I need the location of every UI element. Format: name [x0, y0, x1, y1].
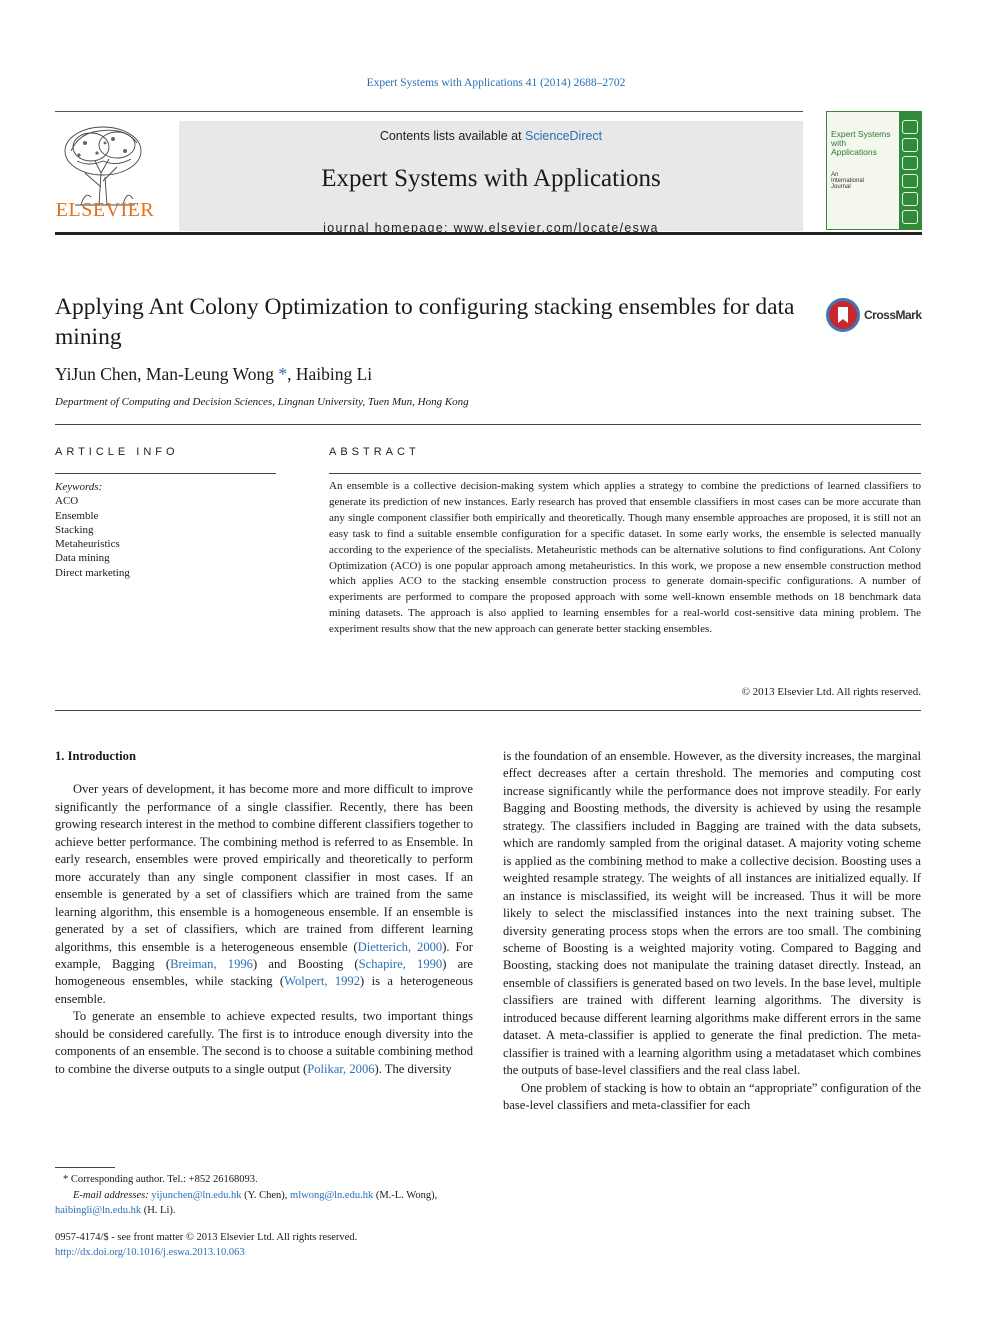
body-paragraph: Over years of development, it has become more and more difficult to improve significantly the performance of a single classifier. Recently, there has been growing research interest in the method to combine different classifiers together to achieve better performance. The combining method is referred to as Ensemble. In early research, ensembles were proved empirically and theoretically to perform more accurately than any single component classifier in most cases. If an ensemble is generated by a set of classifiers which are trained from the same learning algorithm, this ensemble is a homogeneous ensemble. If an ensemble is generated by a set of classifiers, which are trained from different learning algorithms, this ensemble is a heterogeneous ensemble (Dietterich, 2000). For example, Bagging (Breiman, 1996) and Boosting (Schapire, 1990) are homogeneous ensembles, while stacking (Wolpert, 1992) is a heterogeneous ensemble.: [55, 782, 473, 1006]
doi-link[interactable]: http://dx.doi.org/10.1016/j.eswa.2013.10.063: [55, 1246, 245, 1258]
article-info-rule: [55, 473, 276, 474]
issn-block: [55, 1231, 357, 1260]
article-header: [55, 292, 815, 408]
journal-title: Expert Systems with Applications: [321, 165, 661, 192]
cover-icon: [902, 192, 918, 206]
email-link[interactable]: mlwong@ln.edu.hk: [290, 1189, 374, 1201]
keyword-item: Ensemble: [55, 509, 99, 522]
footnote-rule: [55, 1167, 115, 1168]
citation-link[interactable]: Wolpert, 1992: [284, 974, 361, 989]
abstract-text: An ensemble is a collective decision-making system which applies a strategy to combine the predictions of learned classifiers to generate its prediction of new instances. Early research has proved that ensemble classifiers in most cases can be more accurate than any single component classifier both empirically and theoretically. Though many ensemble approaches are proposed, it is still not an easy task to find a suitable ensemble configuration for a specific dataset. In some early works, the ensemble is selected manually according to the experience of the specialists. Metaheuristic methods can be alternative solutions to find configurations. Ant Colony Optimization (ACO) is one popular approach among metaheuristics. In this work, we propose a new ensemble construction method which applies ACO to the stacking ensemble construction process to generate domain-specific configurations. A number of experiments are performed to compare the proposed approach with some well-known ensemble methods on 18 benchmark data mining datasets. The approach is also applied to learning ensembles for a real-world cost-sensitive data mining problem. The experiment results show that the new approach can generate better stacking ensembles.: [329, 480, 921, 636]
keyword-item: Direct marketing: [55, 566, 130, 579]
abstract-divider: [55, 710, 921, 711]
abstract-heading: ABSTRACT: [329, 446, 420, 458]
masthead-bottom-rule: [55, 232, 922, 235]
keyword-item: Stacking: [55, 523, 94, 536]
journal-cover-thumbnail[interactable]: [826, 111, 922, 230]
cover-icon: [902, 156, 918, 170]
abstract-rule: [329, 473, 921, 474]
citation-link[interactable]: Schapire, 1990: [358, 956, 443, 971]
keyword-item: ACO: [55, 495, 79, 508]
journal-header-box: [179, 121, 803, 235]
section-heading: 1. Introduction: [55, 749, 136, 763]
article-info-heading: ARTICLE INFO: [55, 446, 179, 458]
cover-title: Expert Systems with Applications: [831, 129, 891, 157]
keyword-item: Metaheuristics: [55, 538, 120, 551]
cover-icon: [902, 174, 918, 188]
email-link[interactable]: yijunchen@ln.edu.hk: [151, 1189, 242, 1201]
body-column-left: [55, 748, 473, 1078]
issn-line: 0957-4174/$ - see front matter © 2013 Elsevier Ltd. All rights reserved.: [55, 1232, 358, 1243]
keywords-block: [55, 480, 130, 580]
article-title: Applying Ant Colony Optimization to configuring stacking ensembles for data mining: [55, 294, 795, 350]
crossmark-badge[interactable]: [826, 298, 926, 334]
journal-masthead: [55, 111, 922, 247]
affiliation: Department of Computing and Decision Sciences, Lingnan University, Tuen Mun, Hong Kong: [55, 396, 469, 408]
elsevier-wordmark: ELSEVIER: [55, 199, 155, 221]
citation-link[interactable]: Polikar, 2006: [307, 1061, 375, 1076]
crossmark-label: CrossMark: [864, 308, 922, 322]
journal-citation[interactable]: Expert Systems with Applications 41 (2014) 2688–2702: [366, 77, 626, 89]
cover-icon: [902, 138, 918, 152]
body-column-right: [503, 748, 921, 1115]
keyword-item: Data mining: [55, 552, 110, 565]
citation-link[interactable]: Breiman, 1996: [170, 956, 253, 971]
cover-icon: [902, 120, 918, 134]
homepage-prefix: journal homepage:: [323, 221, 454, 235]
email-note: E-mail addresses: yijunchen@ln.edu.hk (Y. Chen), mlwong@ln.edu.hk (M.-L. Wong),: [73, 1189, 438, 1201]
cover-icon: [902, 210, 918, 224]
email-label: E-mail addresses:: [73, 1189, 152, 1201]
crossmark-icon: [826, 298, 860, 332]
citation-link[interactable]: Dietterich, 2000: [357, 939, 443, 954]
homepage-link[interactable]: www.elsevier.com/locate/eswa: [453, 221, 659, 235]
authors-tail: , Haibing Li: [287, 364, 373, 384]
keywords-label: Keywords:: [55, 481, 103, 493]
authors-main: YiJun Chen, Man-Leung Wong: [55, 364, 274, 384]
header-divider: [55, 424, 921, 425]
masthead-top-rule: [55, 111, 803, 112]
email-note-cont: haibingli@ln.edu.hk (H. Li).: [55, 1205, 176, 1216]
author-list: [55, 364, 372, 385]
email-link[interactable]: haibingli@ln.edu.hk: [55, 1205, 142, 1216]
sciencedirect-link[interactable]: ScienceDirect: [525, 129, 603, 143]
body-paragraph: is the foundation of an ensemble. However, as the diversity increases, the marginal effect decreases after a certain threshold. The memories and computing cost increase significantly while the performance does not improve steadily. For early Bagging and Boosting methods, the diversity is achieved by using the resample strategy. The classifiers included in Bagging are trained with the data subsets, which are randomly sampled from the original dataset. A majority voting scheme is applied as the combining method to make a collective decision. Boosting uses a weighted resample strategy. The weights of all instances are initialized equally. If an instance is misclassified, its weight will be increased. Thus it will be more likely to select the misclassified instances into the next training subset. The diversity generating process stops when the errors are too small. The combining scheme of Boosting is a weighted majority voting. Compared to Bagging and Boosting, stacking does not manipulate the training dataset directly. Instead, an ensemble of classifiers is generated based on two levels. In the base level, multiple classifiers are trained with different learning algorithms. The diversity is introduced because different learning algorithms make different errors in the same dataset. A meta-classifier is applied to generate the final prediction. The meta-classifier is trained with a learning algorithm using a metadataset which combines the outputs of base-level classifiers and the real class label.: [503, 749, 921, 1078]
cover-subtitle: An International Journal: [831, 172, 865, 190]
contents-line: [179, 129, 803, 143]
footnotes: [55, 1172, 473, 1219]
corresponding-author-note: * Corresponding author. Tel.: +852 26168093.: [63, 1174, 258, 1185]
abstract-copyright: © 2013 Elsevier Ltd. All rights reserved.: [741, 686, 921, 698]
body-paragraph: To generate an ensemble to achieve expected results, two important things should be considered carefully. The first is to introduce enough diversity into the components of an ensemble. The second is to choose a suitable combining method to combine the diverse outputs to a single output (Polikar, 2006). The diversity: [55, 1009, 473, 1076]
body-paragraph: One problem of stacking is how to obtain an “appropriate” configuration of the base-level classifiers and meta-classifier for each: [503, 1080, 921, 1113]
tree-icon: [55, 121, 155, 207]
contents-prefix: Contents lists available at: [379, 129, 526, 143]
corresponding-author-mark[interactable]: *: [273, 364, 288, 384]
